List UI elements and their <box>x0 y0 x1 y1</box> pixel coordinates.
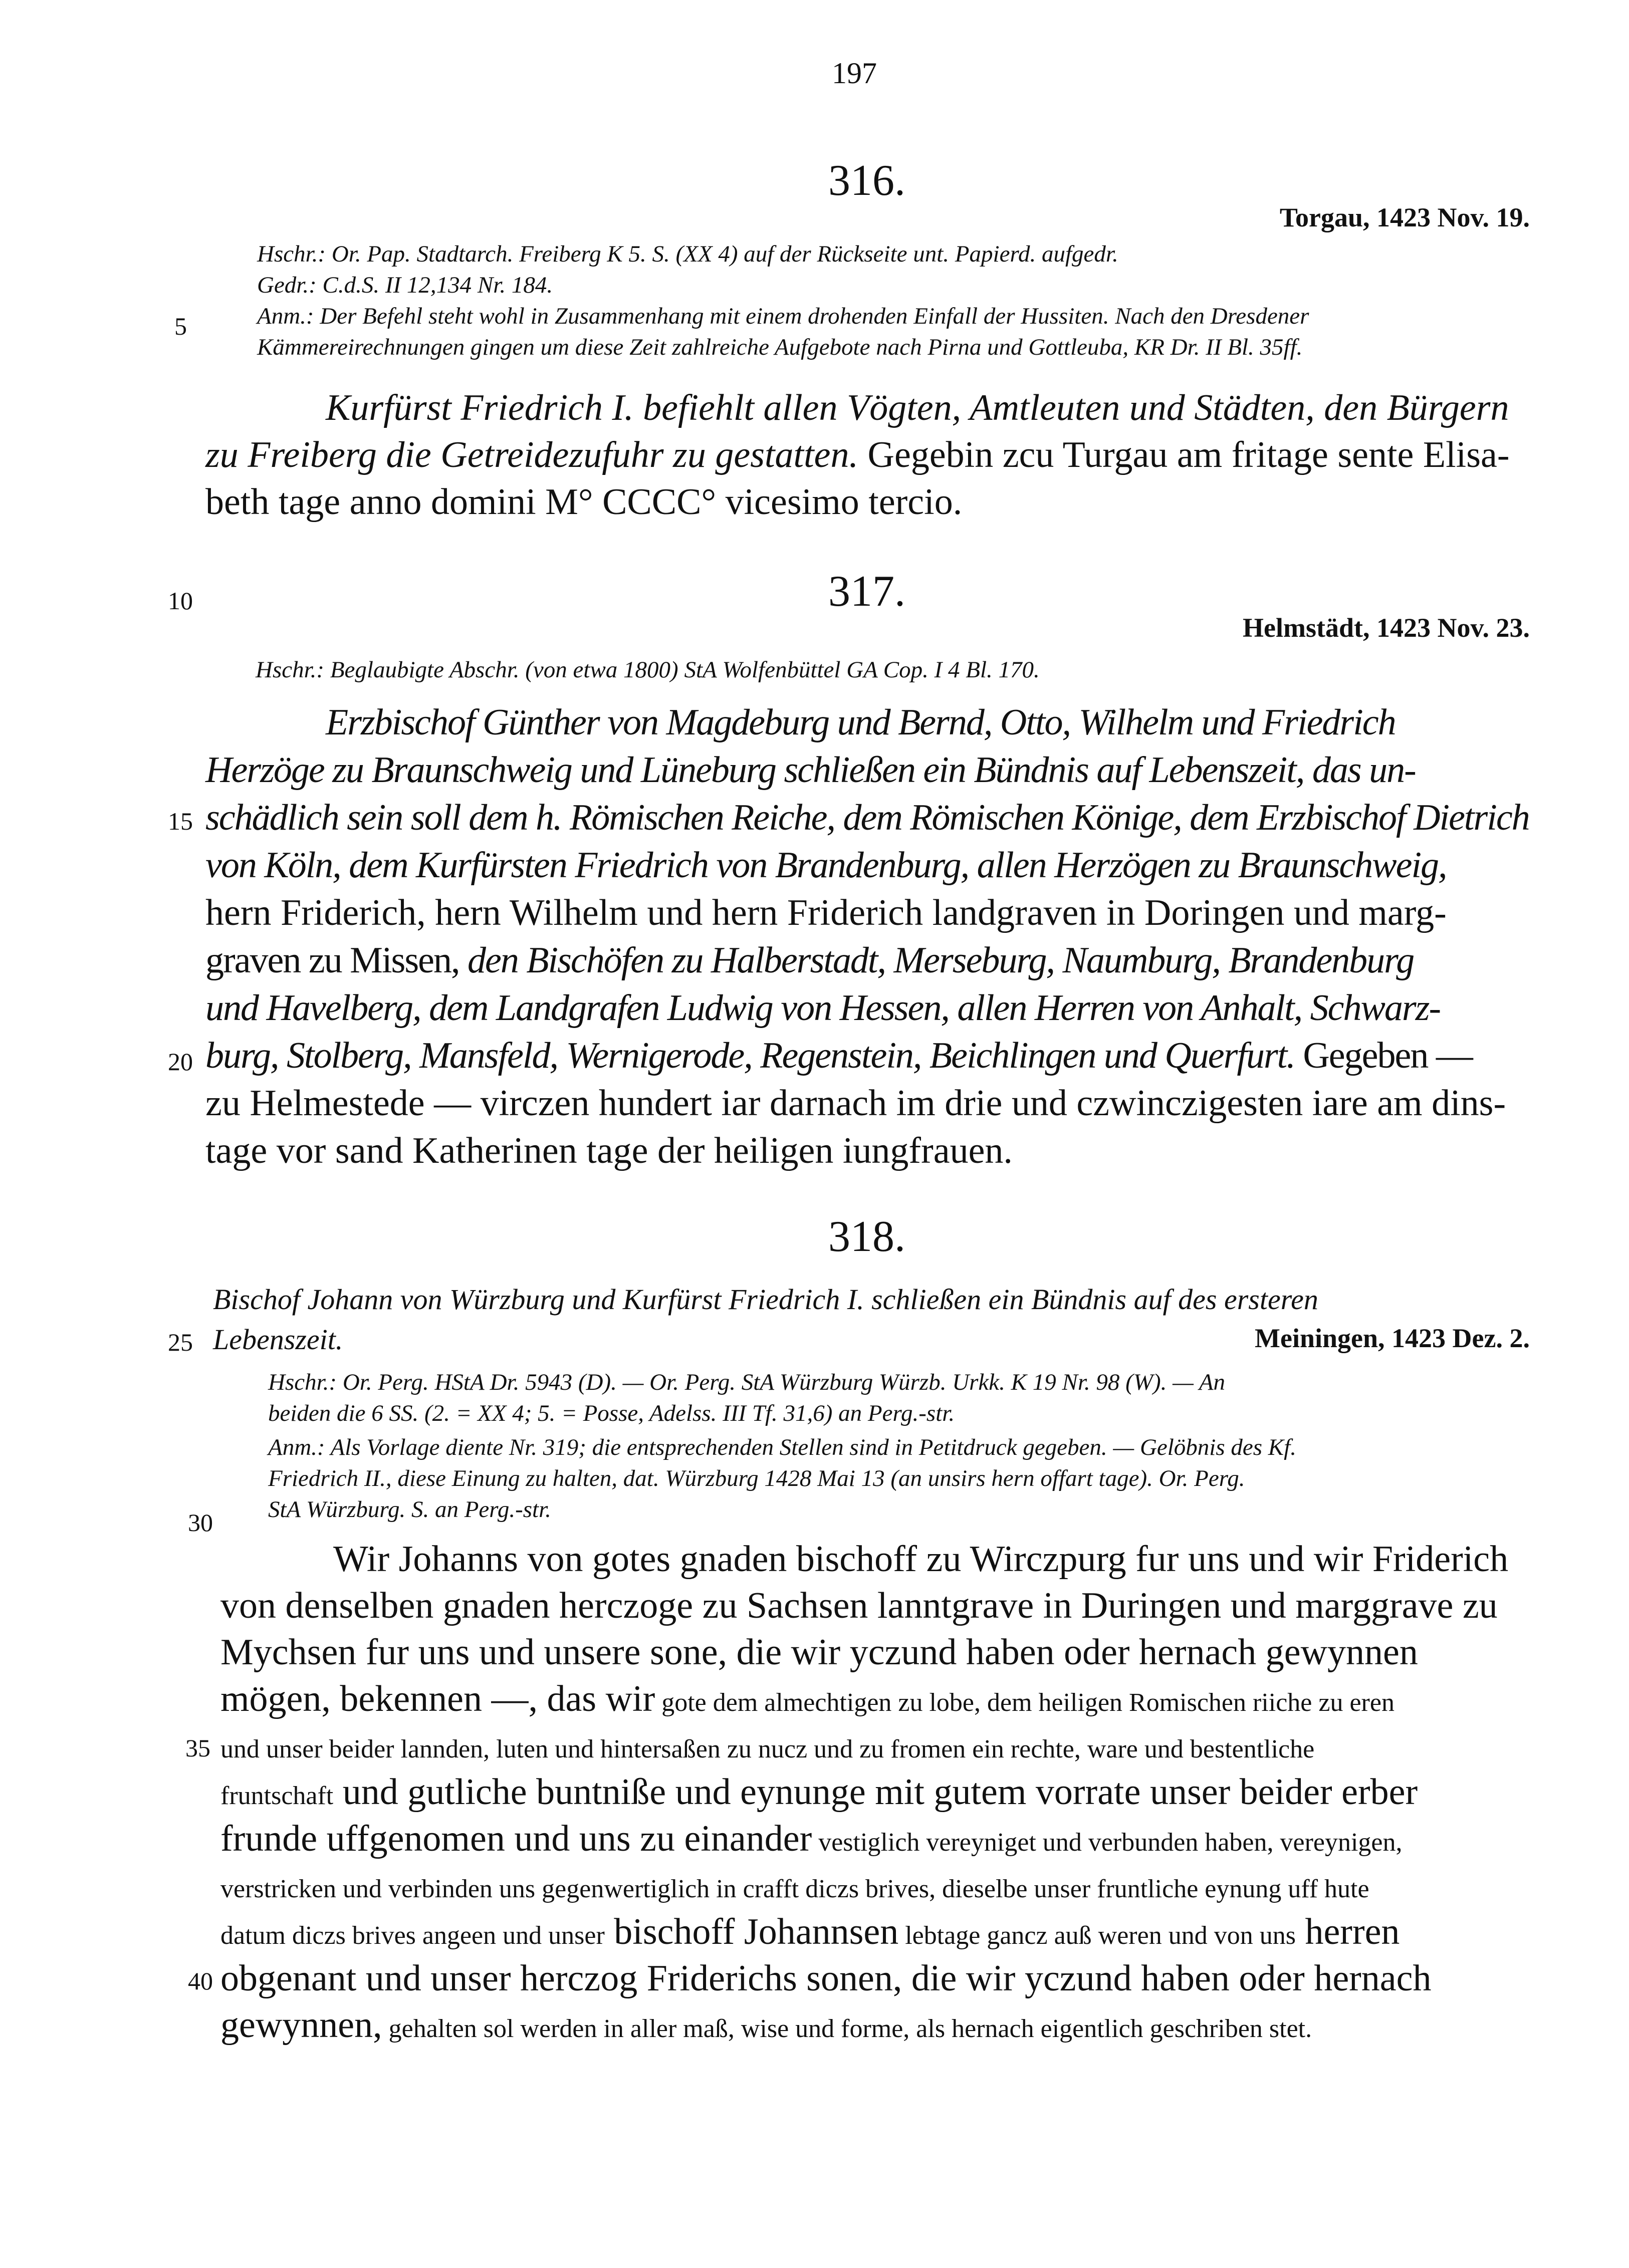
document-318-number: 318. <box>828 1212 905 1261</box>
document-318-text-line: frunde uffgenomen und uns zu einander vestiglich vereyniget und verbunden haben, vereynigen, <box>220 1818 1403 1859</box>
margin-line-number: 35 <box>185 1734 210 1762</box>
document-318-note: Hschr.: Or. Perg. HStA Dr. 5943 (D). — Or. Perg. StA Würzburg Würzb. Urkk. K 19 Nr. 98 (W). — An <box>268 1369 1226 1395</box>
document-317-text-line: und Havelberg, dem Landgrafen Ludwig von Hessen, allen Herren von Anhalt, Schwarz- <box>205 987 1441 1029</box>
document-318-note: Anm.: Als Vorlage diente Nr. 319; die entsprechenden Stellen sind in Petitdruck gegeben. — Gelöbnis des Kf. <box>268 1434 1296 1460</box>
document-317-text-line: Herzöge zu Braunschweig und Lüneburg schließen ein Bündnis auf Lebenszeit, das un- <box>205 749 1416 791</box>
document-318-text-line: datum diczs brives angeen und unser bischoff Johannsen lebtage gancz auß weren und von uns herren <box>220 1911 1400 1952</box>
document-316-note: Anm.: Der Befehl steht wohl in Zusammenhang mit einem drohenden Einfall der Hussiten. Nach den Dresdener <box>257 303 1309 329</box>
document-317-number: 317. <box>828 567 905 616</box>
page-number: 197 <box>832 57 877 90</box>
document-316-date: Torgau, 1423 Nov. 19. <box>1279 202 1530 232</box>
document-316-text-line: Kurfürst Friedrich I. befiehlt allen Vögten, Amtleuten und Städten, den Bürgern <box>326 387 1509 428</box>
margin-line-number: 15 <box>168 807 193 835</box>
document-318-note: StA Würzburg. S. an Perg.-str. <box>268 1496 551 1523</box>
margin-line-number: 30 <box>188 1508 213 1537</box>
margin-line-number: 20 <box>168 1048 193 1076</box>
document-316-note: Kämmereirechnungen gingen um diese Zeit zahlreiche Aufgebote nach Pirna und Gottleuba, KR Dr. II Bl. 35ff. <box>257 334 1303 360</box>
document-318-summary: Bischof Johann von Würzburg und Kurfürst Friedrich I. schließen ein Bündnis auf des ersteren <box>213 1283 1318 1316</box>
document-318-note: Friedrich II., diese Einung zu halten, dat. Würzburg 1428 Mai 13 (an unsirs hern offart tage). Or. Perg. <box>268 1465 1245 1491</box>
document-317-text-line: zu Helmestede — virczen hundert iar darnach im drie und czwinczigesten iare am dins- <box>205 1083 1506 1124</box>
document-317-text-line: schädlich sein soll dem h. Römischen Reiche, dem Römischen Könige, dem Erzbischof Dietrich <box>205 797 1529 838</box>
document-318-text-line: mögen, bekennen —, das wir gote dem almechtigen zu lobe, dem heiligen Romischen riiche zu eren <box>220 1678 1394 1719</box>
document-317-text-line: hern Friderich, hern Wilhelm und hern Friderich landgraven in Doringen und marg- <box>205 892 1447 933</box>
document-318-date: Meiningen, 1423 Dez. 2. <box>1255 1323 1530 1353</box>
document-317-note: Hschr.: Beglaubigte Abschr. (von etwa 1800) StA Wolfenbüttel GA Cop. I 4 Bl. 170. <box>256 657 1040 683</box>
document-317-text-line: graven zu Missen, den Bischöfen zu Halberstadt, Merseburg, Naumburg, Brandenburg <box>205 940 1414 981</box>
document-318-text-line: gewynnen, gehalten sol werden in aller maß, wise und forme, als hernach eigentlich geschriben stet. <box>220 2004 1312 2046</box>
document-316-note: Gedr.: C.d.S. II 12,134 Nr. 184. <box>257 272 553 298</box>
document-317-date: Helmstädt, 1423 Nov. 23. <box>1243 613 1530 643</box>
document-318-text-line: von denselben gnaden herczoge zu Sachsen lanntgrave in Duringen und marggrave zu <box>220 1585 1498 1626</box>
document-318-text-line: Wir Johanns von gotes gnaden bischoff zu Wirczpurg fur uns und wir Friderich <box>333 1539 1509 1580</box>
document-317-text-line: von Köln, dem Kurfürsten Friedrich von Brandenburg, allen Herzögen zu Braunschweig, <box>205 845 1447 886</box>
margin-line-number: 10 <box>168 587 193 615</box>
document-318-text-line: verstricken und verbinden uns gegenwertiglich in crafft diczs brives, dieselbe unser fruntliche eynung uff hute <box>220 1875 1369 1903</box>
document-316-text-line: zu Freiberg die Getreidezufuhr zu gestatten. Gegebin zcu Turgau am fritage sente Elisa- <box>205 434 1510 475</box>
document-318-text-line: obgenant und unser herczog Friderichs sonen, die wir yczund haben oder hernach <box>220 1958 1432 1999</box>
document-318-text-line: Mychsen fur uns und unsere sone, die wir yczund haben oder hernach gewynnen <box>220 1632 1418 1673</box>
document-318-summary: Lebenszeit. <box>213 1323 343 1356</box>
margin-line-number: 5 <box>174 312 187 340</box>
document-316-note: Hschr.: Or. Pap. Stadtarch. Freiberg K 5. S. (XX 4) auf der Rückseite unt. Papierd. aufgedr. <box>257 241 1118 267</box>
document-317-text-line: Erzbischof Günther von Magdeburg und Bernd, Otto, Wilhelm und Friedrich <box>326 702 1395 743</box>
document-317-text-line: tage vor sand Katherinen tage der heiligen iungfrauen. <box>205 1130 1013 1171</box>
document-318-text-line: und unser beider lannden, luten und hintersaßen zu nucz und zu fromen ein rechte, ware und bestentliche <box>220 1735 1315 1763</box>
document-317-text-line: burg, Stolberg, Mansfeld, Wernigerode, Regenstein, Beichlingen und Querfurt. Gegeben — <box>205 1035 1472 1076</box>
document-316-number: 316. <box>828 156 905 205</box>
margin-line-number: 40 <box>188 1967 213 1995</box>
document-318-note: beiden die 6 SS. (2. = XX 4; 5. = Posse, Adelss. III Tf. 31,6) an Perg.-str. <box>268 1400 955 1426</box>
document-316-text-line: beth tage anno domini M° CCCC° vicesimo tercio. <box>205 481 963 523</box>
margin-line-number: 25 <box>168 1328 193 1356</box>
document-318-text-line: fruntschaft und gutliche buntniße und eynunge mit gutem vorrate unser beider erber <box>220 1772 1418 1813</box>
